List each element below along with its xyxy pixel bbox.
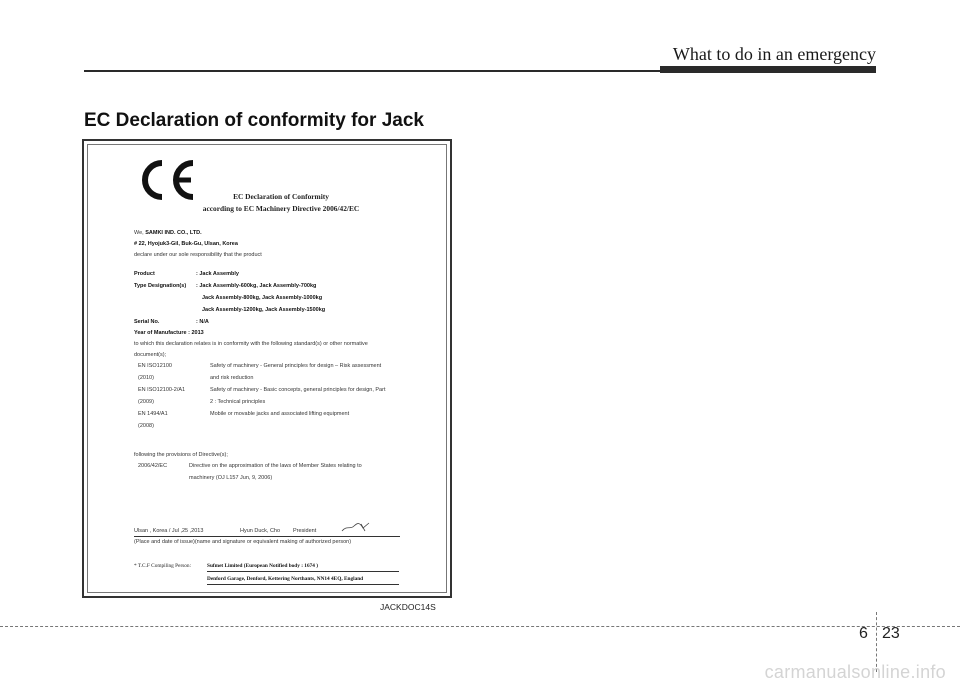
place-date: Ulsan , Korea / Jul ,25 ,2013 [134, 528, 204, 534]
signature-line [134, 536, 400, 537]
tcf-label: * T.C.F Compiling Person: [134, 563, 192, 569]
doc-title-line1: EC Declaration of Conformity [233, 192, 329, 201]
page-heading: EC Declaration of conformity for Jack [84, 110, 424, 131]
relates-line: to which this declaration relates is in conformity with the following standard(s) or other normative [134, 341, 368, 347]
signer-name: Hyun Duck, Cho [240, 528, 281, 534]
directive-desc: machinery (OJ L157 Jun, 9, 2006) [189, 475, 273, 481]
header-rule-thick [660, 66, 876, 73]
type-value: Jack Assembly-1200kg, Jack Assembly-1500kg [202, 307, 326, 313]
company-name: SAMKI IND. CO., LTD. [145, 230, 202, 236]
page-number: 23 [882, 625, 900, 642]
tcf-line1 [207, 563, 318, 569]
company-address: # 22, Hyojuk3-Gil, Buk-Gu, Ulsan, Korea [134, 241, 238, 247]
signer-title: President [293, 528, 317, 534]
standard-code: EN ISO12100 [138, 363, 172, 369]
header-rule [84, 70, 660, 72]
declaration-document-inner [87, 144, 447, 593]
tcf-underline [207, 584, 399, 585]
standard-year: (2009) [138, 399, 154, 405]
year-line: Year of Manufacture : 2013 [134, 330, 204, 336]
tcf-underline [207, 571, 399, 572]
standard-desc: Safety of machinery - Basic concepts, general principles for design, Part [210, 387, 386, 393]
standard-desc: 2 : Technical principles [210, 399, 266, 405]
standard-desc: Mobile or movable jacks and associated lifting equipment [210, 411, 350, 417]
watermark: carmanualsonline.info [764, 662, 946, 682]
product-value: : Jack Assembly [196, 271, 239, 277]
doc-code: JACKDOC14S [380, 602, 436, 612]
relates-line: document(s); [134, 352, 167, 358]
provisions-line: following the provisions of Directive(s); [134, 452, 228, 458]
serial-label: Serial No. [134, 319, 160, 325]
standard-year: (2008) [138, 423, 154, 429]
place-caption: (Place and date of issue)(name and signature or equivalent making of authorized person) [134, 539, 352, 545]
directive-code: 2006/42/EC [138, 463, 168, 469]
chapter-number: 6 [859, 625, 868, 642]
doc-title-line2: according to EC Machinery Directive 2006/42/EC [202, 204, 360, 213]
serial-value: : N/A [196, 319, 209, 325]
type-value: Jack Assembly-800kg, Jack Assembly-1000kg [202, 295, 323, 301]
declare-line: declare under our sole responsibility that the product [134, 252, 262, 258]
tcf-line2-text: Denford Garage, Denford, Kettering Northants, NN14 4EQ, England [207, 576, 364, 582]
we-label: We, [134, 230, 144, 236]
standard-code: EN 1494/A1 [138, 411, 168, 417]
standard-year: (2010) [138, 375, 154, 381]
company-line [134, 230, 202, 237]
product-label: Product [134, 271, 155, 277]
type-label: Type Designation(s) [134, 283, 187, 289]
declaration-document [82, 139, 452, 598]
footer-dashed-line [0, 626, 960, 627]
directive-desc: Directive on the approximation of the laws of Member States relating to [189, 463, 362, 469]
tcf-line2 [207, 576, 363, 582]
standard-code: EN ISO12100-2/A1 [138, 387, 186, 393]
standard-desc: Safety of machinery - General principles for design – Risk assessment [210, 363, 382, 369]
tcf-line1-text: Sufmet Limited (European Notified body : 1674 ) [207, 563, 318, 569]
signature-scribble [341, 521, 371, 533]
section-title: What to do in an emergency [672, 44, 876, 64]
type-value: : Jack Assembly-600kg, Jack Assembly-700kg [196, 283, 317, 289]
standard-desc: and risk reduction [210, 375, 254, 381]
address-line [134, 241, 238, 248]
